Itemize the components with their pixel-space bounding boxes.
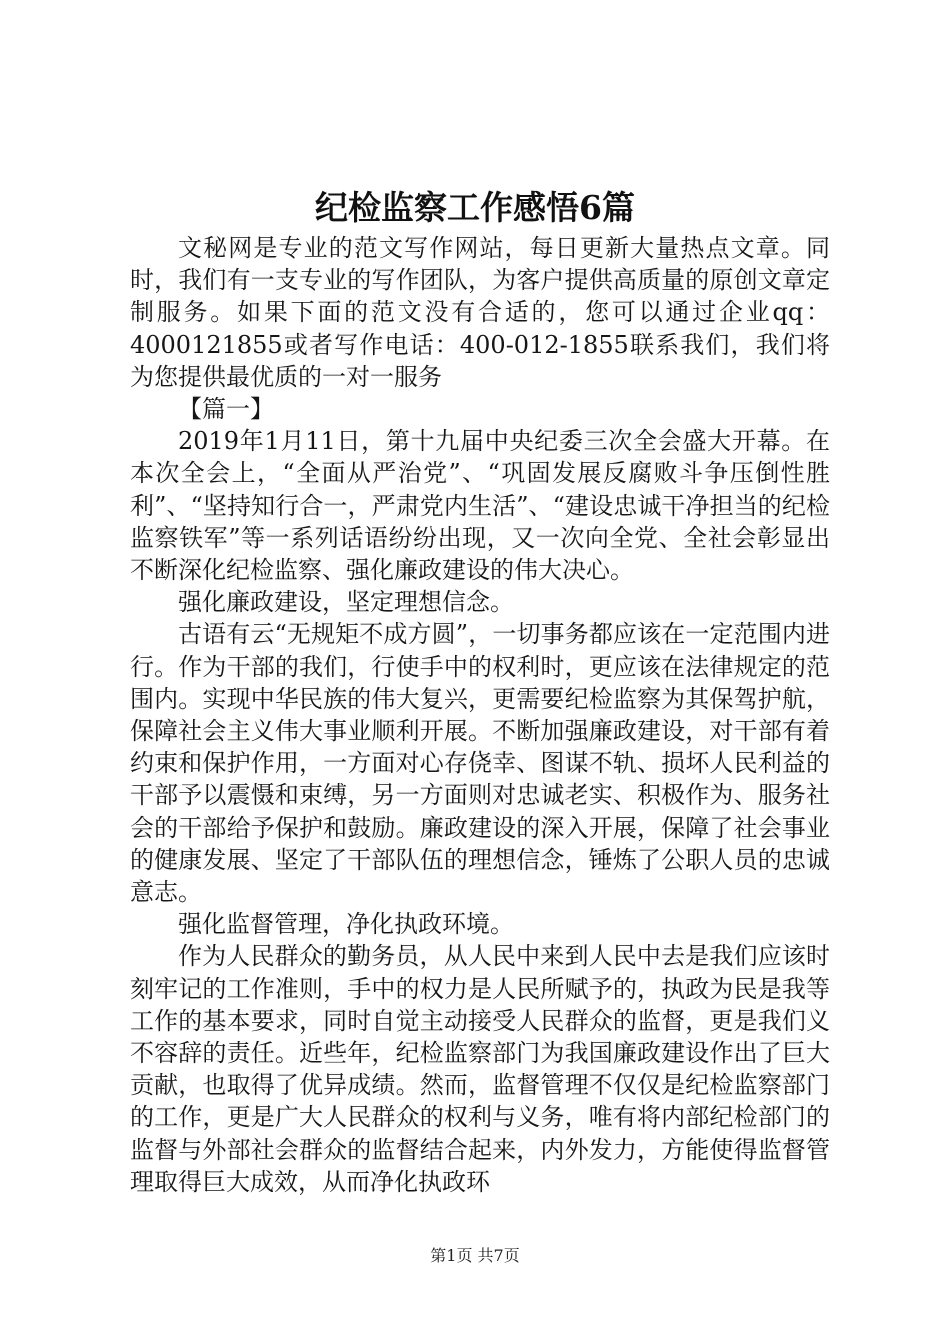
page-footer: 第1页 共7页: [430, 1246, 520, 1265]
body-paragraph: 2019年1月11日，第十九届中央纪委三次全会盛大开幕。在本次全会上，“全面从严治党”、“巩固发展反腐败斗争压倒性胜利”、“坚持知行合一，严肃党内生活”、“建设忠诚干净担当的纪检监察铁军”等一系列话语纷纷出现，又一次向全党、全社会彰显出不断深化纪检监察、强化廉政建设的伟大决心。: [130, 427, 830, 585]
document-body: [130, 232, 830, 1198]
subheading-paragraph: 强化监督管理，净化执政环境。: [178, 910, 514, 939]
subheading-paragraph: 强化廉政建设，坚定理想信念。: [178, 588, 514, 617]
section-heading: 【篇一】: [178, 395, 274, 424]
intro-paragraph: 文秘网是专业的范文写作网站，每日更新大量热点文章。同时，我们有一支专业的写作团队，为客户提供高质量的原创文章定制服务。如果下面的范文没有合适的，您可以通过企业qq：4000121855或者写作电话：400-012-1855联系我们，我们将为您提供最优质的一对一服务: [130, 234, 830, 391]
document-title: 纪检监察工作感悟6篇: [315, 188, 635, 227]
body-paragraph: 古语有云“无规矩不成方圆”，一切事务都应该在一定范围内进行。作为干部的我们，行使手中的权利时，更应该在法律规定的范围内。实现中华民族的伟大复兴，更需要纪检监察为其保驾护航，保障社会主义伟大事业顺利开展。不断加强廉政建设，对干部有着约束和保护作用，一方面对心存侥幸、图谋不轨、损坏人民利益的干部予以震慑和束缚，另一方面则对忠诚老实、积极作为、服务社会的干部给予保护和鼓励。廉政建设的深入开展，保障了社会事业的健康发展、坚定了干部队伍的理想信念，锤炼了公职人员的忠诚意志。: [130, 620, 830, 907]
body-paragraph: 作为人民群众的勤务员，从人民中来到人民中去是我们应该时刻牢记的工作准则，手中的权力是人民所赋予的，执政为民是我等工作的基本要求，同时自觉主动接受人民群众的监督，更是我们义不容辞的责任。近些年，纪检监察部门为我国廉政建设作出了巨大贡献，也取得了优异成绩。然而，监督管理不仅仅是纪检监察部门的工作，更是广大人民群众的权利与义务，唯有将内部纪检部门的监督与外部社会群众的监督结合起来，内外发力，方能使得监督管理取得巨大成效，从而净化执政环: [130, 942, 830, 1196]
